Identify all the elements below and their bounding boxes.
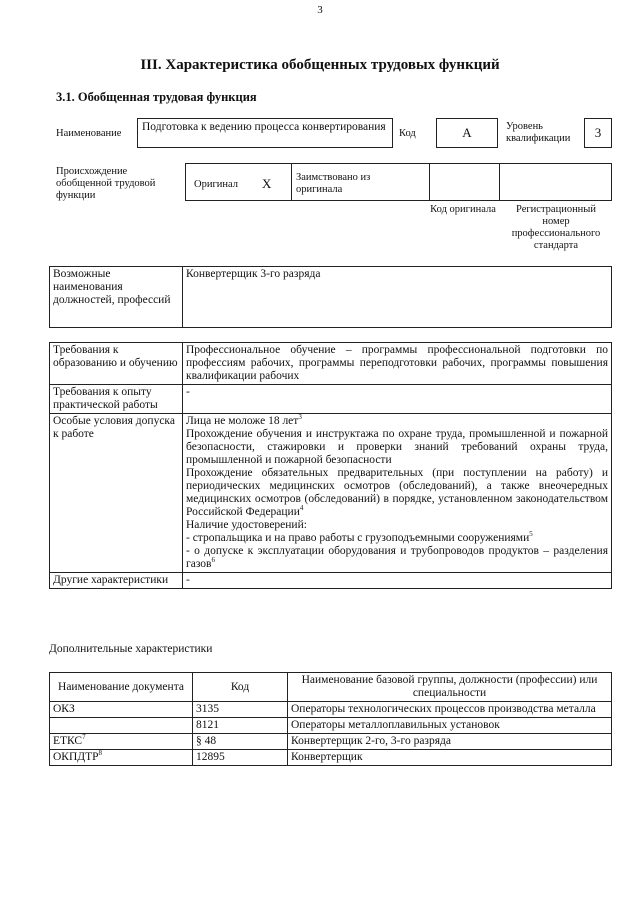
table-row	[50, 718, 612, 734]
divider	[291, 164, 292, 200]
code-cell: § 48	[193, 734, 288, 750]
doc-cell: ОКПДТР$^8$	[50, 750, 193, 766]
doc-cell: ОКЗ	[50, 702, 193, 718]
special-value	[183, 414, 612, 573]
additional-title: Дополнительные характеристики	[49, 643, 213, 655]
table-row	[50, 750, 612, 766]
special-age: Лица не моложе 18 лет$^3$	[186, 413, 302, 427]
table-row	[50, 734, 612, 750]
requirements-table	[49, 342, 612, 589]
education-value: Профессиональное обучение – программы профессиональной подготовки по профессиям рабочих, программы переподготовки рабочих, программы повышения квалификации рабочих	[183, 343, 612, 385]
subsection-title: 3.1. Обобщенная трудовая функция	[56, 90, 257, 104]
reg-number-caption: Регистрационный номер профессионального стандарта	[511, 204, 601, 251]
level-value: 3	[584, 118, 612, 148]
col-name-header: Наименование базовой группы, должности (профессии) или специальности	[288, 673, 612, 702]
name-label: Наименование	[56, 128, 122, 139]
name-cell: Операторы металлоплавильных установок	[288, 718, 612, 734]
doc-cell: ЕТКС$^7$	[50, 734, 193, 750]
code-cell: 3135	[193, 702, 288, 718]
col-doc-header: Наименование документа	[50, 673, 193, 702]
doc-cell	[50, 718, 193, 734]
divider	[499, 164, 500, 200]
positions-value: Конвертерщик 3-го разряда	[183, 267, 612, 328]
code-label: Код	[399, 128, 416, 139]
origin-box	[185, 163, 612, 201]
code-original-caption: Код оригинала	[430, 204, 496, 215]
positions-label: Возможные наименования должностей, профессий	[50, 267, 183, 328]
original-label: Оригинал	[194, 179, 238, 190]
original-mark: X	[262, 176, 272, 191]
name-value: Подготовка к ведению процесса конвертирования	[137, 118, 393, 148]
borrowed-label: Заимствовано из оригинала	[296, 172, 371, 195]
special-certs: Наличие удостоверений:	[186, 519, 307, 531]
special-medical: Прохождение обязательных предварительных (при поступлении на работу) и периодических медицинских осмотров (обследований), а также внеочередных медицинских осмотров (обследований) в порядке, установленном законодательством Российской Федерации$^4$	[186, 467, 608, 518]
table-row	[50, 702, 612, 718]
additional-table	[49, 672, 612, 766]
experience-label: Требования к опыту практической работы	[50, 385, 183, 414]
special-cert1: - стропальщика и на право работы с грузоподъемными сооружениями$^5$	[186, 530, 533, 544]
divider	[429, 164, 430, 200]
special-label: Особые условия допуска к работе	[50, 414, 183, 573]
name-cell: Конвертерщик 2-го, 3-го разряда	[288, 734, 612, 750]
code-cell: 12895	[193, 750, 288, 766]
code-cell: 8121	[193, 718, 288, 734]
positions-table	[49, 266, 612, 328]
level-label: Уровень квалификации	[506, 121, 571, 144]
name-cell: Операторы технологических процессов производства металла	[288, 702, 612, 718]
code-value: A	[436, 118, 498, 148]
col-code-header: Код	[193, 673, 288, 702]
other-value: -	[183, 573, 612, 589]
section-title: III. Характеристика обобщенных трудовых функций	[140, 57, 500, 73]
special-training: Прохождение обучения и инструктажа по охране труда, промышленной и пожарной безопасности, стажировки и проверки знаний требований охраны труда, промышленной и пожарной безопасности	[186, 428, 608, 466]
name-cell: Конвертерщик	[288, 750, 612, 766]
education-label: Требования к образованию и обучению	[50, 343, 183, 385]
special-cert2: - о допуске к эксплуатации оборудования и трубопроводов продуктов – разделения газов$^6$	[186, 545, 608, 570]
other-label: Другие характеристики	[50, 573, 183, 589]
experience-value: -	[183, 385, 612, 414]
page-number: 3	[317, 4, 323, 16]
origin-label: Происхождение обобщенной трудовой функции	[56, 166, 156, 201]
